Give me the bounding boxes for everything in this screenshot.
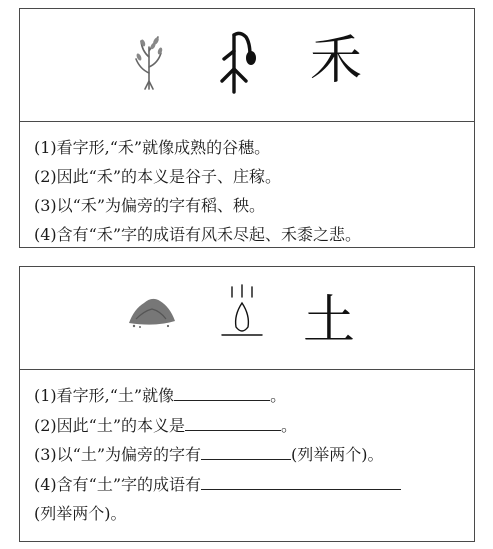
card1-line-3: (3)以“禾”为偏旁的字有稻、秧。 <box>34 196 266 215</box>
card2-line-3 <box>34 440 468 470</box>
answer-blank[interactable] <box>201 441 291 460</box>
card2-line-1 <box>34 381 468 411</box>
answer-blank[interactable] <box>185 412 281 431</box>
oracle-he-glyph-icon <box>216 29 264 95</box>
character-evolution-row <box>20 267 474 379</box>
modern-character-tu: 土 <box>303 291 356 351</box>
modern-character-he: 禾 <box>310 31 363 91</box>
card-divider <box>20 369 474 370</box>
card2-line-5 <box>34 499 468 529</box>
oracle-tu-glyph-icon <box>220 283 264 341</box>
card-tu <box>19 266 475 542</box>
line-text: (2)因此“土”的本义是 <box>34 415 186 435</box>
line-text: (1)看字形,“土”就像 <box>34 386 175 405</box>
line-text: (3)以“土”为偏旁的字有 <box>34 445 202 464</box>
line-text: (列举两个)。 <box>34 504 127 523</box>
line-text: (列举两个)。 <box>291 445 384 464</box>
line-text: 。 <box>281 415 298 435</box>
answer-blank[interactable] <box>174 382 270 401</box>
answer-blank[interactable] <box>201 471 401 490</box>
card1-text <box>34 133 468 249</box>
line-text: (4)含有“土”字的成语有 <box>34 474 202 494</box>
card1-line-1: (1)看字形,“禾”就像成熟的谷穗。 <box>34 138 271 157</box>
card2-line-4 <box>34 470 468 500</box>
line-text: 。 <box>270 386 287 405</box>
card2-line-2 <box>34 411 468 441</box>
card-he <box>19 8 475 248</box>
card1-line-2: (2)因此“禾”的本义是谷子、庄稼。 <box>34 167 282 186</box>
character-evolution-row <box>20 9 474 121</box>
rice-plant-icon <box>132 33 166 91</box>
card-divider <box>20 121 474 122</box>
card2-text <box>34 381 468 529</box>
card1-line-4: (4)含有“禾”字的成语有风禾尽起、禾黍之悲。 <box>34 225 362 244</box>
soil-mound-icon <box>126 291 178 329</box>
